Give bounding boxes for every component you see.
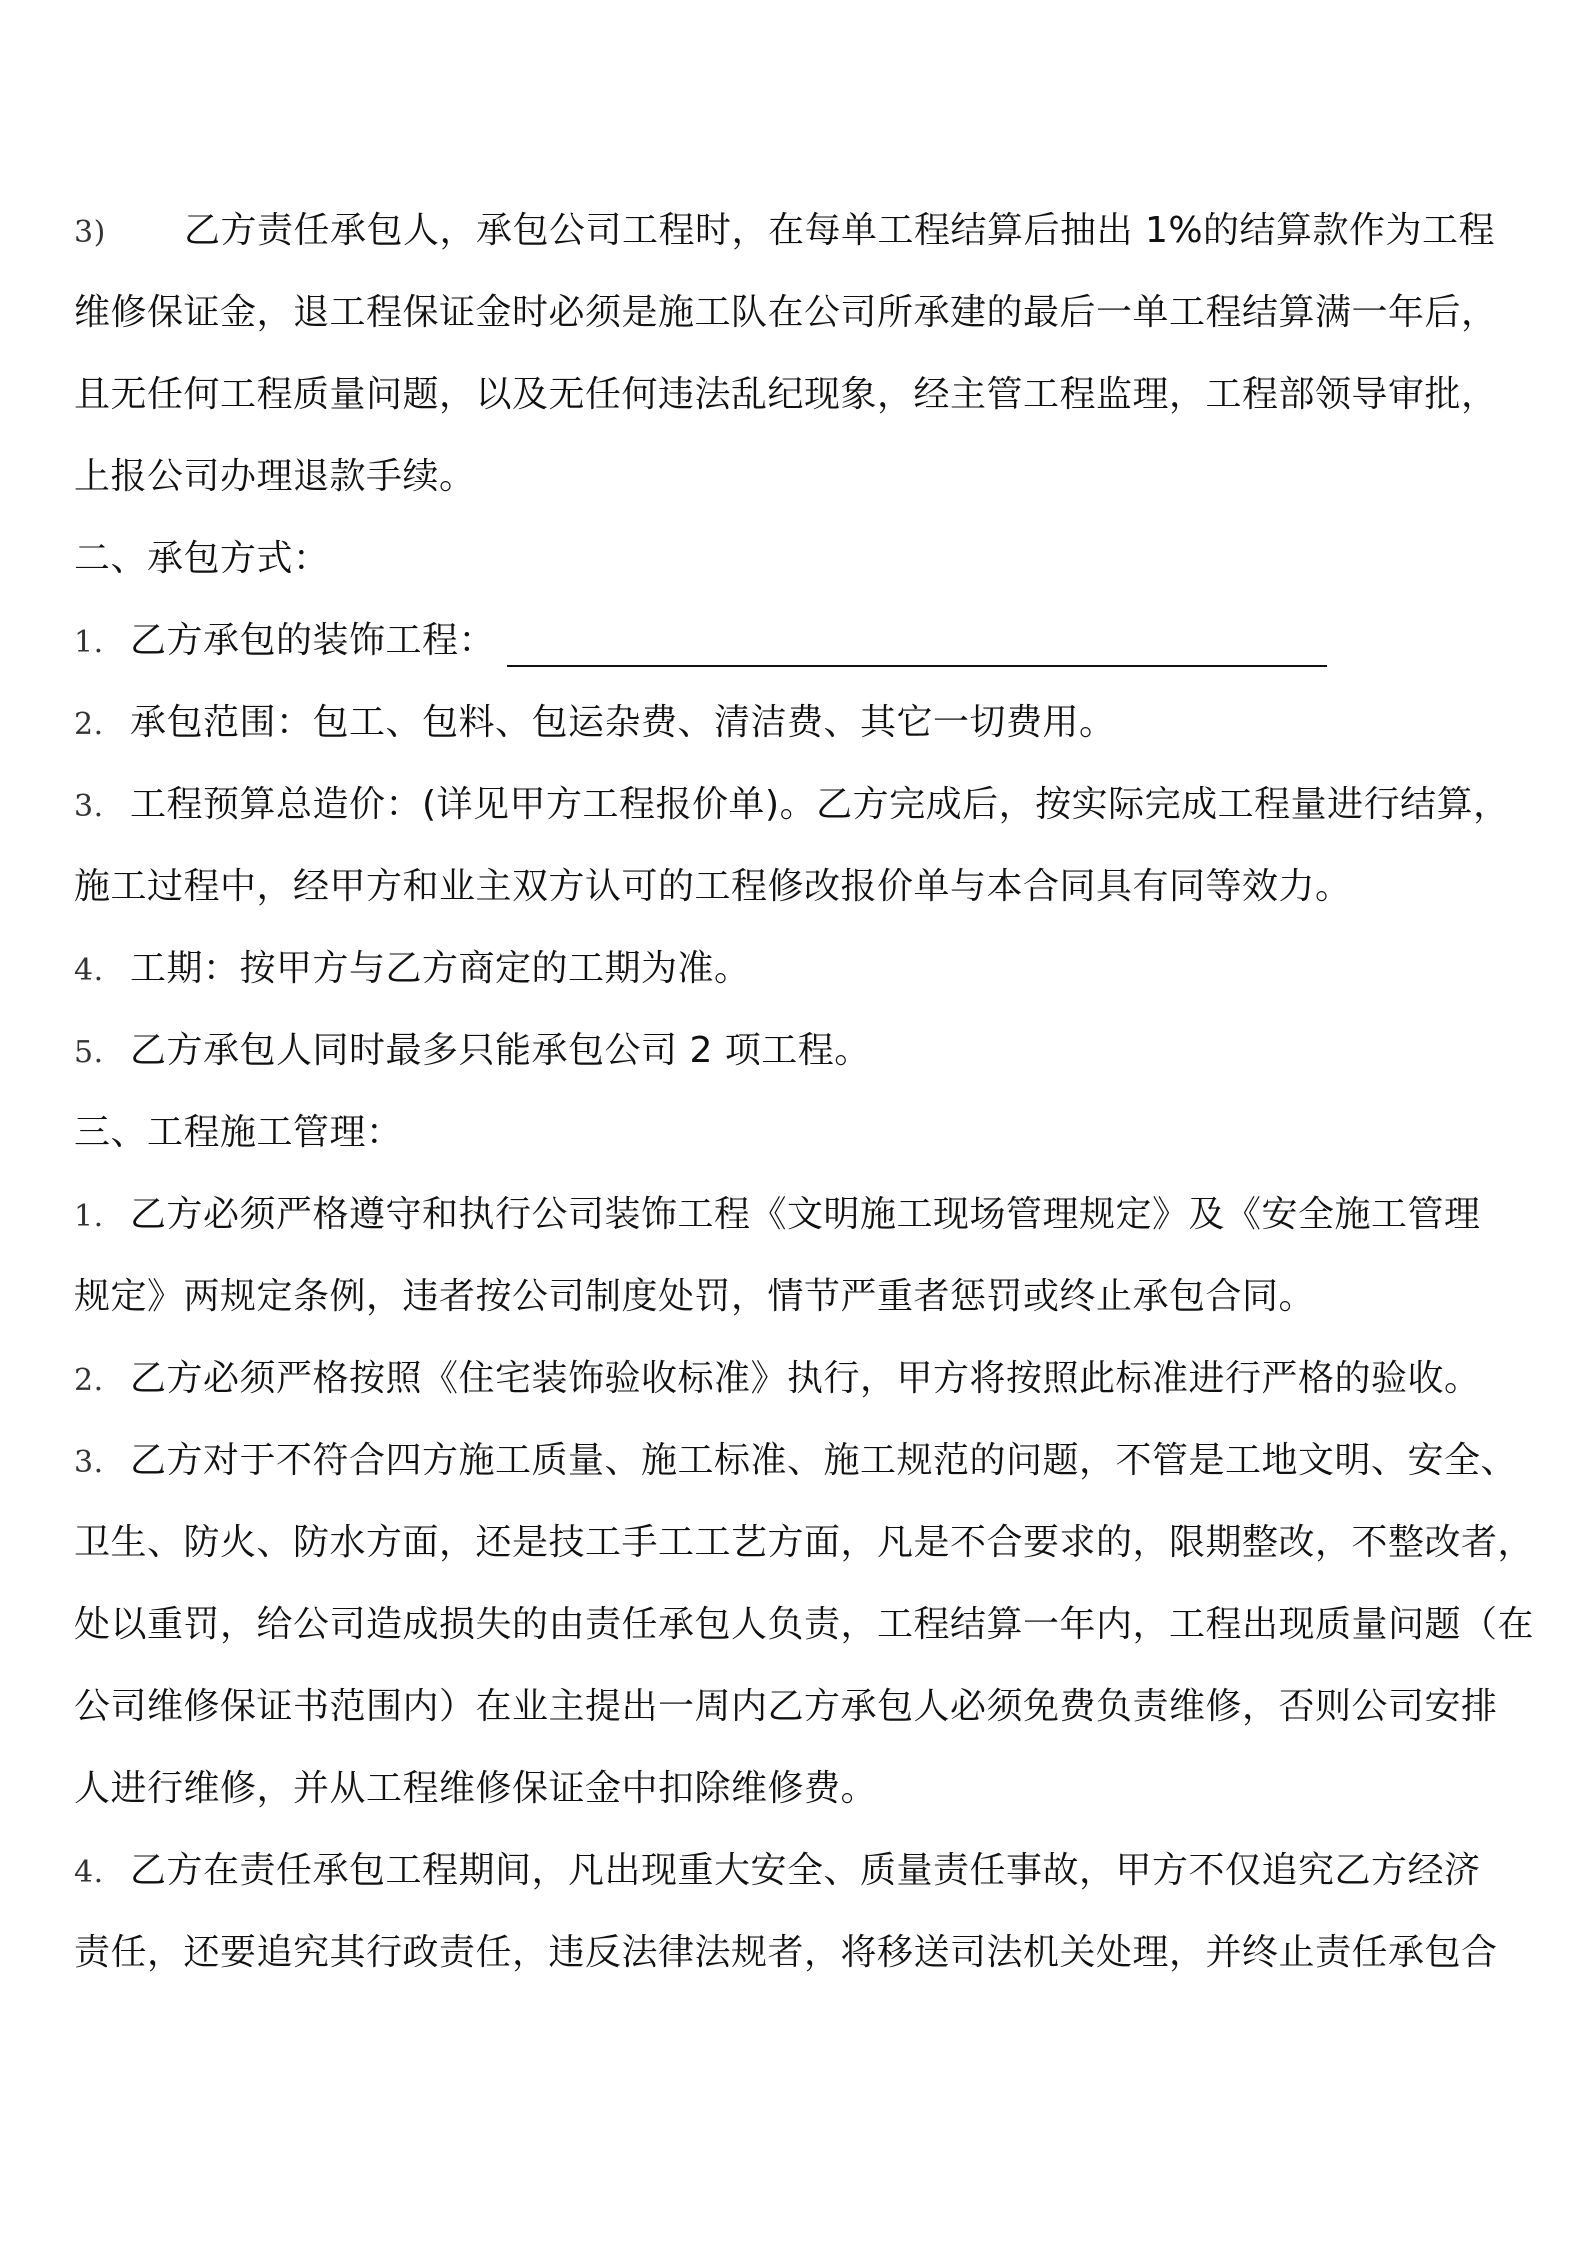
item-text: 乙方责任承包人，承包公司工程时，在每单工程结算后抽出 1%的结算款作为工程 xyxy=(184,210,1496,251)
item-text: 上报公司办理退款手续。 xyxy=(74,456,476,497)
item-number: 3) xyxy=(74,215,106,250)
item-number: 4. xyxy=(74,1855,104,1890)
item-text: 公司维修保证书范围内）在业主提出一周内乙方承包人必须免费负责维修，否则公司安排 xyxy=(74,1686,1498,1727)
item-number: 3. xyxy=(74,789,104,824)
item-text: 乙方对于不符合四方施工质量、施工标准、施工规范的问题，不管是工地文明、安全、 xyxy=(130,1440,1518,1481)
paragraph-line xyxy=(74,453,1524,501)
item-text: 工期：按甲方与乙方商定的工期为准。 xyxy=(130,948,751,989)
paragraph-line xyxy=(74,1273,1524,1321)
paragraph-line xyxy=(74,1519,1535,1567)
item-number: 2. xyxy=(74,1363,104,1398)
item-text: 规定》两规定条例，违者按公司制度处罚，情节严重者惩罚或终止承包合同。 xyxy=(74,1276,1316,1317)
section-heading-text: 三、工程施工管理： xyxy=(74,1112,403,1153)
paragraph-line xyxy=(74,1601,1535,1649)
item-text: 责任，还要追究其行政责任，违反法律法规者，将移送司法机关处理，并终止责任承包合 xyxy=(74,1932,1498,1973)
item-text: 乙方必须严格遵守和执行公司装饰工程《文明施工现场管理规定》及《安全施工管理 xyxy=(130,1194,1481,1235)
paragraph-line xyxy=(74,863,1524,911)
paragraph-line xyxy=(74,371,1524,419)
item-text: 卫生、防火、防水方面，还是技工手工工艺方面，凡是不合要求的，限期整改，不整改者， xyxy=(74,1522,1535,1563)
item-number: 4. xyxy=(74,953,104,988)
section-heading xyxy=(74,535,1524,583)
list-item xyxy=(74,617,1524,667)
item-text: 乙方在责任承包工程期间，凡出现重大安全、质量责任事故，甲方不仅追究乙方经济 xyxy=(130,1850,1481,1891)
list-item xyxy=(74,699,1524,749)
fill-in-blank-line xyxy=(507,625,1327,667)
item-text: 人进行维修，并从工程维修保证金中扣除维修费。 xyxy=(74,1768,878,1809)
item-number: 5. xyxy=(74,1035,104,1070)
list-item xyxy=(74,945,1524,995)
paragraph-line xyxy=(74,207,1524,257)
item-number: 1. xyxy=(74,1199,104,1234)
item-text: 维修保证金，退工程保证金时必须是施工队在公司所承建的最后一单工程结算满一年后， xyxy=(74,292,1498,333)
item-text: 施工过程中，经甲方和业主双方认可的工程修改报价单与本合同具有同等效力。 xyxy=(74,866,1352,907)
list-item xyxy=(74,781,1524,831)
paragraph-line xyxy=(74,1683,1524,1731)
item-text: 乙方必须严格按照《住宅装饰验收标准》执行，甲方将按照此标准进行严格的验收。 xyxy=(130,1358,1481,1399)
section-heading xyxy=(74,1109,1524,1157)
list-item xyxy=(74,1191,1524,1241)
item-number: 1. xyxy=(74,625,104,660)
item-number: 3. xyxy=(74,1445,104,1480)
item-text: 处以重罚，给公司造成损失的由责任承包人负责，工程结算一年内，工程出现质量问题（在 xyxy=(74,1604,1535,1645)
paragraph-line xyxy=(74,1929,1524,1977)
item-text: 且无任何工程质量问题，以及无任何违法乱纪现象，经主管工程监理，工程部领导审批， xyxy=(74,374,1498,415)
item-number: 2. xyxy=(74,707,104,742)
paragraph-line xyxy=(74,289,1524,337)
section-heading-text: 二、承包方式： xyxy=(74,538,330,579)
list-item xyxy=(74,1437,1524,1487)
list-item xyxy=(74,1355,1524,1405)
paragraph-line xyxy=(74,1765,1524,1813)
item-text: 乙方承包的装饰工程： xyxy=(130,620,496,661)
item-text: 承包范围：包工、包料、包运杂费、清洁费、其它一切费用。 xyxy=(130,702,1116,743)
item-text: 乙方承包人同时最多只能承包公司 2 项工程。 xyxy=(130,1030,871,1071)
list-item xyxy=(74,1847,1524,1897)
list-item xyxy=(74,1027,1524,1077)
item-text: 工程预算总造价：(详见甲方工程报价单)。乙方完成后，按实际完成工程量进行结算， xyxy=(130,784,1510,825)
